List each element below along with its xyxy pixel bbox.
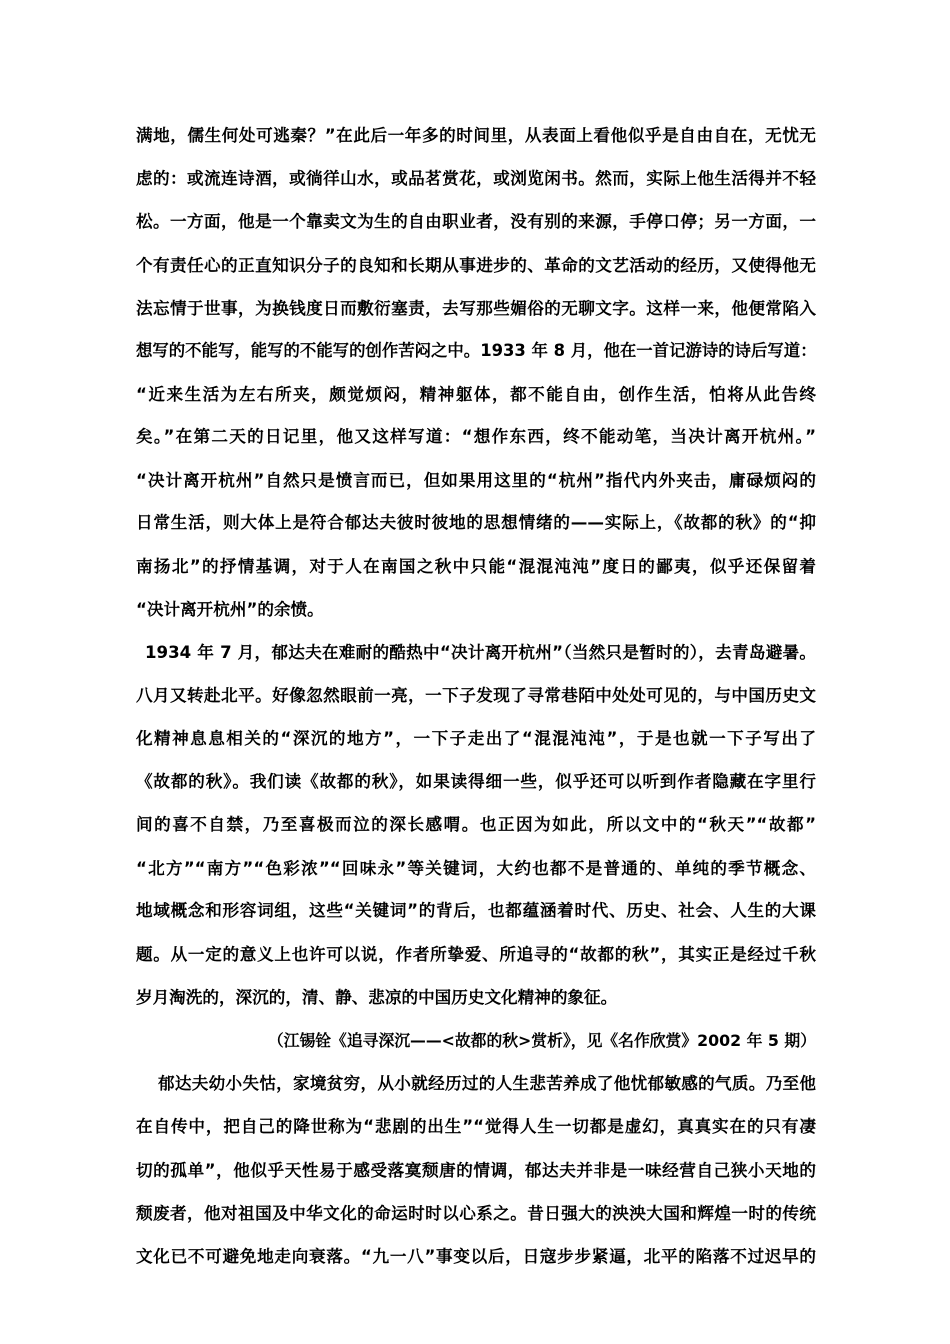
text-line: “决计离开杭州”自然只是愤言而已，但如果用这里的“杭州”指代内外夹击，庸碌烦闷的	[136, 471, 816, 490]
text-line: 八月又转赴北平。好像忽然眼前一亮，一下子发现了寻常巷陌中处处可见的，与中国历史文	[136, 686, 816, 705]
text-line: 《故都的秋》。我们读《故都的秋》，如果读得细一些，似乎还可以听到作者隐藏在字里行	[136, 772, 816, 791]
text-line: 想写的不能写，能写的不能写的创作苦闷之中。1933 年 8 月，他在一首记游诗的诗后写道：	[136, 341, 817, 360]
text-line: 虑的：或流连诗酒，或徜徉山水，或品茗赏花，或浏览闲书。然而，实际上他生活得并不轻	[136, 169, 816, 188]
text-line: 切的孤单”，他似乎天性易于感受落寞颓唐的情调，郁达夫并非是一味经营自己狭小天地的	[136, 1161, 816, 1180]
text-line: 在自传中，把自己的降世称为“悲剧的出生”“觉得人生一切都是虚幻，真真实在的只有凄	[136, 1117, 816, 1136]
citation: （江锡铨《追寻深沉——<故都的秋>赏析》，见《名作欣赏》2002 年 5 期）	[267, 1031, 816, 1050]
text-line: 个有责任心的正直知识分子的良知和长期从事进步的、革命的文艺活动的经历，又使得他无	[136, 256, 816, 275]
text-line: 满地，儒生何处可逃秦？”在此后一年多的时间里，从表面上看他似乎是自由自在，无忧无	[136, 126, 816, 145]
text-line: 郁达夫幼小失怙，家境贫穷，从小就经历过的人生悲苦养成了他忧郁敏感的气质。乃至他	[158, 1074, 816, 1093]
text-line: 岁月淘洗的，深沉的，清、静、悲凉的中国历史文化精神的象征。	[136, 988, 618, 1007]
text-line: 1934 年 7 月，郁达夫在难耐的酷热中“决计离开杭州”（当然只是暂时的），去青岛避暑。	[145, 643, 816, 662]
text-line: “近来生活为左右所夹，颇觉烦闷，精神躯体，都不能自由，创作生活，怕将从此告终	[136, 385, 816, 404]
text-line: 文化已不可避免地走向衰落。“九一八”事变以后，日寇步步紧逼，北平的陷落不过迟早的	[136, 1247, 816, 1266]
text-line: 矣。”在第二天的日记里，他又这样写道：“想作东西，终不能动笔，当决计离开杭州。”	[136, 427, 816, 446]
text-line: 日常生活，则大体上是符合郁达夫彼时彼地的思想情绪的——实际上，《故都的秋》的“抑	[136, 513, 816, 532]
text-line: 松。一方面，他是一个靠卖文为生的自由职业者，没有别的来源，手停口停；另一方面，一	[136, 212, 816, 231]
text-line: 题。从一定的意义上也许可以说，作者所挚爱、所追寻的“故都的秋”，其实正是经过千秋	[136, 945, 816, 964]
text-line: 法忘情于世事，为换钱度日而敷衍塞责，去写那些媚俗的无聊文字。这样一来，他便常陷入	[136, 299, 816, 318]
text-line: 化精神息息相关的“深沉的地方”，一下子走出了“混混沌沌”，于是也就一下子写出了	[136, 729, 816, 748]
text-line: “北方”“南方”“色彩浓”“回味永”等关键词，大约也都不是普通的、单纯的季节概念、	[136, 859, 816, 878]
text-line: 南扬北”的抒情基调，对于人在南国之秋中只能“混混沌沌”度日的鄙夷，似乎还保留着	[136, 557, 816, 576]
text-line: 颓废者，他对祖国及中华文化的命运时时以心系之。昔日强大的泱泱大国和辉煌一时的传统	[136, 1204, 816, 1223]
text-line: 间的喜不自禁，乃至喜极而泣的深长感喟。也正因为如此，所以文中的“秋天”“故都”	[136, 815, 816, 834]
text-line: 地域概念和形容词组，这些“关键词”的背后，也都蕴涵着时代、历史、社会、人生的大课	[136, 901, 816, 920]
text-line: “决计离开杭州”的余愤。	[136, 600, 324, 619]
